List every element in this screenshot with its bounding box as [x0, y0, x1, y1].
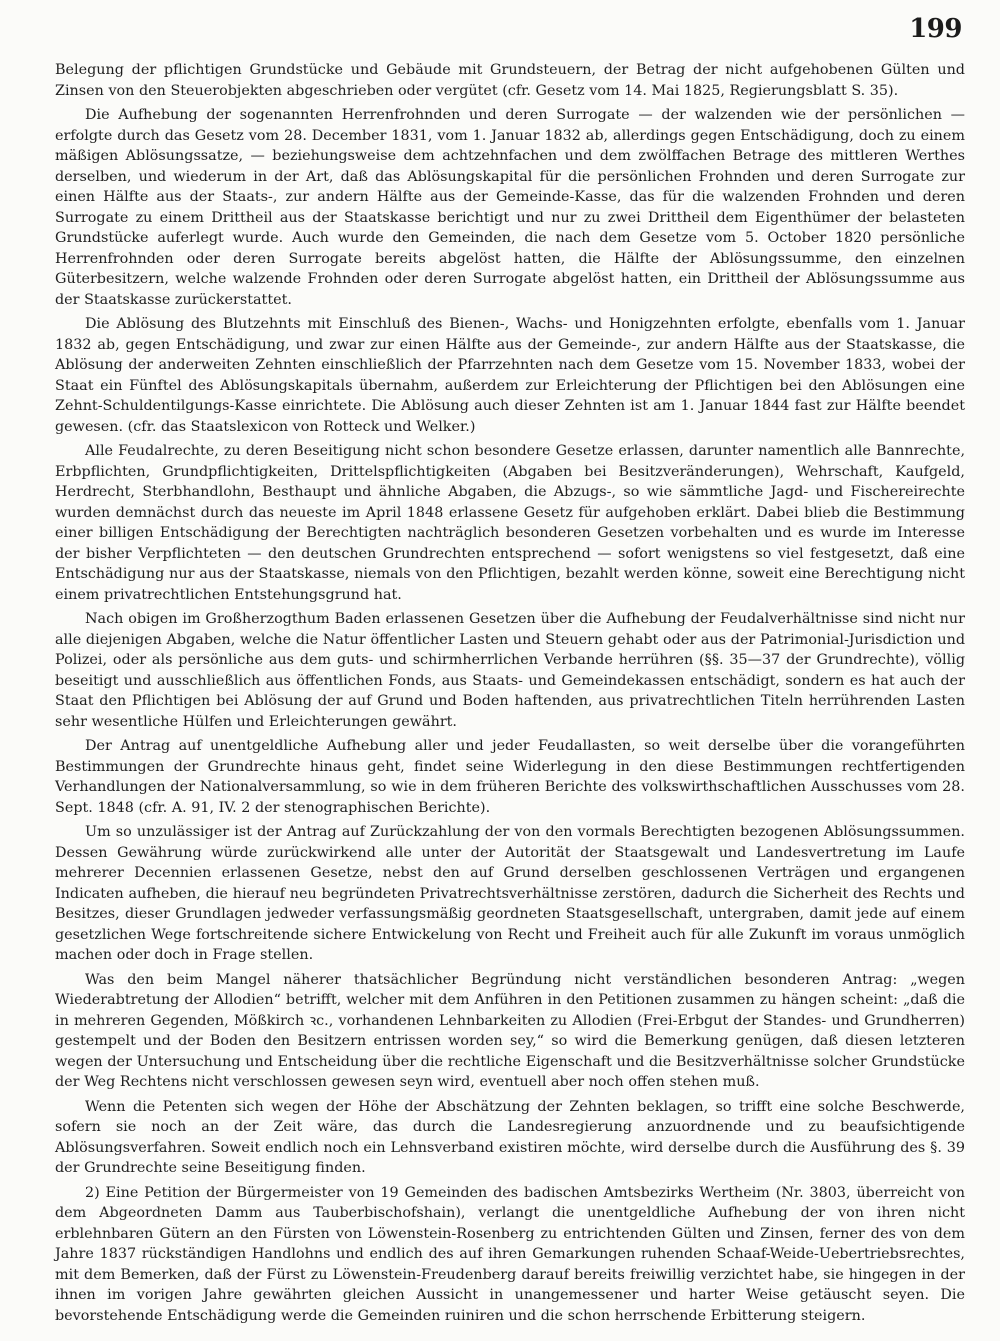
paragraph-9: Wenn die Petenten sich wegen der Höhe der Abschätzung der Zehnten beklagen, so trifft eine solche Beschwerde, sofern sie noch an der Zeit wäre, das durch die Landesregierung anzuordnende und zu beaufsichtigende Ablösungsverfahren. Soweit endlich noch ein Lehnsverband existiren möchte, wird derselbe durch die Ausführung des §. 39 der Grundrechte seine Beseitigung finden. [55, 1098, 965, 1176]
paragraph-2: Die Aufhebung der sogenannten Herrenfrohnden und deren Surrogate — der walzenden wie der persönlichen — erfolgte durch das Gesetz vom 28. December 1831, vom 1. Januar 1832 ab, allerdings gegen Entschädigung, doch zu einem mäßigen Ablösungssatze, — beziehungsweise dem achtzehnfachen und dem zwölffachen Betrage des mittleren Werthes derselben, und wiederum in der Art, daß das Ablösungskapital für die persönlichen Frohnden und deren Surrogate zur einen Hälfte aus der Staats-, zur andern Hälfte aus der Gemeinde-Kasse, das für die walzenden Frohnden und deren Surrogate zu einem Drittheil aus der Staatskasse berichtigt und nur zu zwei Drittheil dem Eigenthümer der belasteten Grundstücke auferlegt wurde. Auch wurde den Gemeinden, die nach dem Gesetze vom 5. October 1820 persönliche Herrenfrohnden oder deren Surrogate bereits abgelöst hatten, die Hälfte der Ablösungssumme, den einzelnen Güterbesitzern, welche walzende Frohnden oder deren Surrogate abgelöst hatten, ein Drittheil der Ablösungssumme aus der Staatskasse zurückerstattet. [55, 107, 965, 308]
paragraph-10: 2) Eine Petition der Bürgermeister von 19 Gemeinden des badischen Amtsbezirks Wertheim (Nr. 3803, überreicht von dem Abgeordneten Damm aus Tauberbischofshain), verlangt die unentgeldliche Aufhebung der von ihren nicht erblehnbaren Gütern an den Fürsten von Löwenstein-Rosenberg zu entrichtenden Gülten und Zinsen, ferner des von dem Jahre 1837 rückständigen Handlohns und endlich des auf ihren Gemarkungen ruhenden Schaaf-Weide-Uebertriebsrechtes, mit dem Bemerken, daß der Fürst zu Löwenstein-Freudenberg darauf bereits freiwillig verzichtet habe, sie hingegen in der ihnen im vorigen Jahre gewährten gleichen Aussicht in unangemessener und harter Weise getäuscht seyen. Die bevorstehende Entschädigung werde die Gemeinden ruiniren und die schon herrschende Erbitterung steigern. [55, 1184, 965, 1324]
body-text [55, 60, 965, 1330]
paragraph-3: Die Ablösung des Blutzehnts mit Einschluß des Bienen-, Wachs- und Honigzehnten erfolgte, ebenfalls vom 1. Januar 1832 ab, gegen Entschädigung, und zwar zur einen Hälfte aus der Gemeinde-, zur andern Hälfte aus der Staatskasse, die Ablösung der anderweiten Zehnten einschließlich der Pfarrzehnten nach dem Gesetze vom 15. November 1833, wobei der Staat ein Fünftel des Ablösungskapitals übernahm, außerdem zur Erleichterung der Pflichtigen bei den Ablösungen eine Zehnt-Schuldentilgungs-Kasse einrichtete. Die Ablösung auch dieser Zehnten ist am 1. Januar 1844 fast zur Hälfte beendet gewesen. (cfr. das Staatslexicon von Rotteck und Welker.) [55, 316, 965, 435]
paragraph-5: Nach obigen im Großherzogthum Baden erlassenen Gesetzen über die Aufhebung der Feudalverhältnisse sind nicht nur alle diejenigen Abgaben, welche die Natur öffentlicher Lasten und Steuern gehabt oder aus der Patrimonial-Jurisdiction und Polizei, oder als persönliche aus dem guts- und schirmherrlichen Verbande herrühren (§§. 35—37 der Grundrechte), völlig beseitigt und ausschließlich aus öffentlichen Fonds, aus Staats- und Gemeindekassen entschädigt, sondern es hat auch der Staat den Pflichtigen bei Ablösung der auf Grund und Boden haftenden, aus privatrechtlichen Titeln herrührenden Lasten sehr wesentliche Hülfen und Erleichterungen gewährt. [55, 611, 965, 730]
page-number: 199 [909, 14, 962, 44]
paragraph-7: Um so unzulässiger ist der Antrag auf Zurückzahlung der von den vormals Berechtigten bezogenen Ablösungssummen. Dessen Gewährung würde zurückwirkend alle unter der Autorität der Staatsgewalt und Landesvertretung im Laufe mehrerer Decennien erlassenen Gesetze, nebst den auf Grund derselben geschlossenen Verträgen und ergangenen Indicaten aufheben, die hierauf neu begründeten Privatrechtsverhältnisse zerstören, dadurch die Sicherheit des Rechts und Besitzes, dieser Grundlagen jedweder verfassungsmäßig geordneten Staatsgesellschaft, untergraben, damit jede auf einem gesetzlichen Wege fortschreitende sichere Entwickelung von Recht und Freiheit auch für alle Zukunft im voraus unmöglich machen oder doch in Frage stellen. [55, 824, 965, 963]
paragraph-6: Der Antrag auf unentgeldliche Aufhebung aller und jeder Feudallasten, so weit derselbe über die vorangeführten Bestimmungen der Grundrechte hinaus geht, findet seine Widerlegung in den diese Bestimmungen rechtfertigenden Verhandlungen der Nationalversammlung, so wie in dem früheren Berichte des volkswirthschaftlichen Ausschusses vom 28. Sept. 1848 (cfr. A. 91, IV. 2 der stenographischen Berichte). [55, 738, 965, 816]
paragraph-4: Alle Feudalrechte, zu deren Beseitigung nicht schon besondere Gesetze erlassen, darunter namentlich alle Bannrechte, Erbpflichten, Grundpflichtigkeiten, Drittelspflichtigkeiten (Abgaben bei Besitzveränderungen), Wehrschaft, Kaufgeld, Herdrecht, Sterbhandlohn, Besthaupt und ähnliche Abgaben, die Abzugs-, so wie sämmtliche Jagd- und Fischereirechte wurden demnächst durch das neueste im April 1848 erlassene Gesetz für aufgehoben erklärt. Dabei blieb die Bestimmung einer billigen Entschädigung der Berechtigten nachträglich besonderen Gesetzen vorbehalten und es wurde im Interesse der bisher Verpflichteten — den deutschen Grundrechten entsprechend — sofort wenigstens so viel festgesetzt, daß eine Entschädigung nur aus der Staatskasse, niemals von den Pflichtigen, bezahlt werden könne, soweit eine Berechtigung nicht einem privatrechtlichen Entstehungsgrund hat. [55, 443, 965, 603]
paragraph-8: Was den beim Mangel näherer thatsächlicher Begründung nicht verständlichen besonderen Antrag: „wegen Wiederabtretung der Allodien“ betrifft, welcher mit dem Anführen in den Petitionen zusammen zu hängen scheint: „daß die in mehreren Gegenden, Mößkirch ꝛc., vorhandenen Lehnbarkeiten zu Allodien (Frei-Erbgut der Standes- und Grundherren) gestempelt und der Boden den Besitzern entrissen worden sey,“ so wird die Bemerkung genügen, daß diesen letzteren wegen der Untersuchung und Entscheidung über die rechtliche Eigenschaft und die Besitzverhältnisse solcher Grundstücke der Weg Rechtens nicht verschlossen gewesen seyn wird, eventuell aber noch offen stehen muß. [55, 971, 965, 1090]
paragraph-1: Belegung der pflichtigen Grundstücke und Gebäude mit Grundsteuern, der Betrag der nicht aufgehobenen Gülten und Zinsen von den Steuerobjekten abgeschrieben oder vergütet (cfr. Gesetz vom 14. Mai 1825, Regierungsblatt S. 35). [55, 62, 965, 99]
